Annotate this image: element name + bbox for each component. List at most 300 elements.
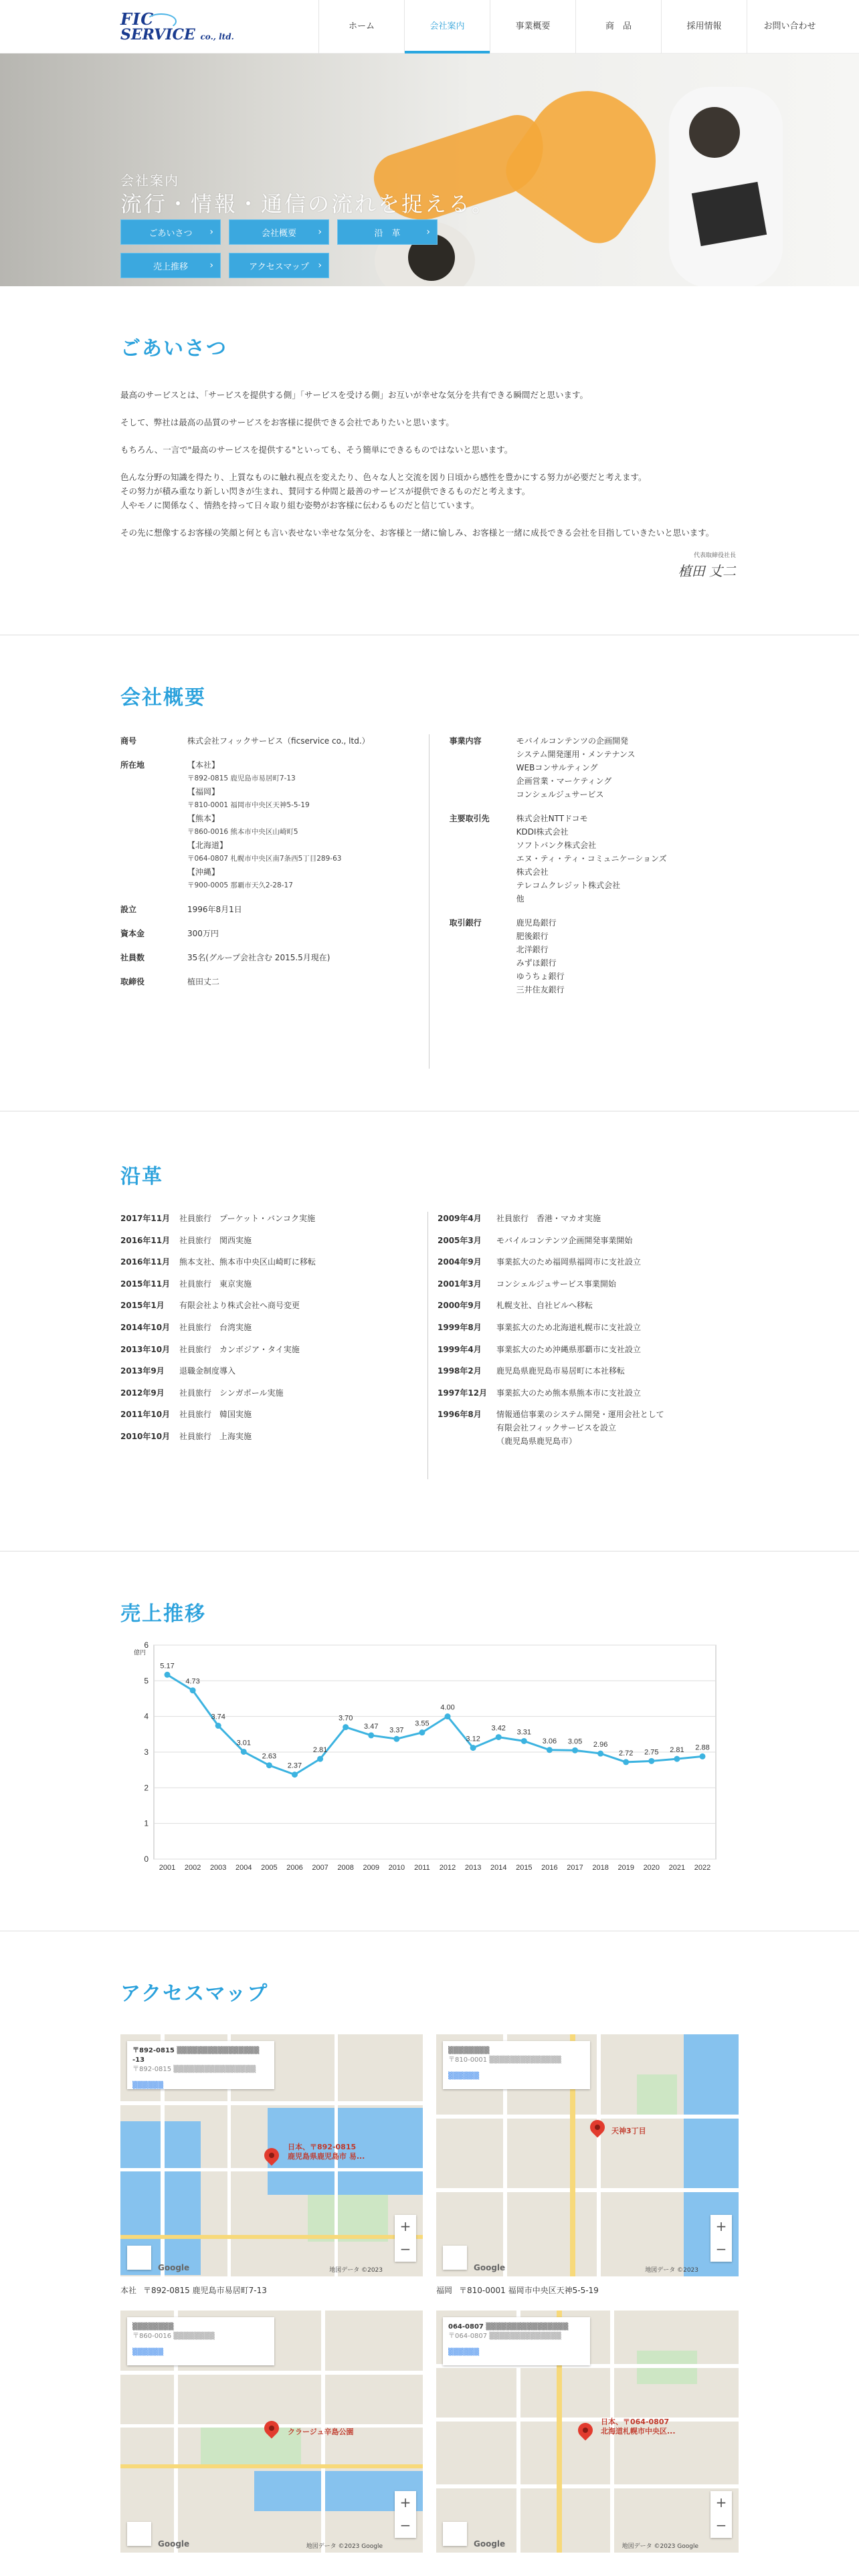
history-date: 2013年9月 bbox=[120, 1366, 165, 1376]
history-date: 2011年10月 bbox=[120, 1410, 171, 1420]
history-date: 1999年4月 bbox=[438, 1344, 482, 1354]
history-event: 事業拡大のため福岡県福岡市に支社設立 bbox=[496, 1257, 642, 1267]
site-header bbox=[0, 0, 859, 53]
x-tick-label: 2002 bbox=[184, 1864, 201, 1872]
greeting-paragraph: その先に想像するお客様の笑顔と何とも言い表せない幸せな気分を、お客様と一緒に愉しみ、お客様と一緒に成長できる会社を目指していきたいと思います。 bbox=[120, 528, 714, 538]
nav-item[interactable]: ホーム bbox=[318, 0, 404, 53]
y-tick-label: 6 bbox=[144, 1640, 149, 1650]
map-road bbox=[120, 2235, 423, 2239]
history-row bbox=[438, 1299, 736, 1312]
map-card bbox=[436, 2034, 739, 2296]
history-event: 有限会社より株式会社へ商号変更 bbox=[179, 1301, 300, 1311]
map-thumbnail-toggle[interactable] bbox=[127, 2522, 151, 2546]
profile-row bbox=[120, 975, 415, 988]
history-date: 2009年4月 bbox=[438, 1214, 482, 1223]
map-thumbnail-toggle[interactable] bbox=[443, 2246, 467, 2270]
hero-title: 流行・情報・通信の流れを捉える。 bbox=[120, 191, 496, 217]
y-tick-label: 1 bbox=[144, 1818, 149, 1828]
data-point bbox=[266, 1762, 272, 1768]
zoom-in-icon[interactable]: + bbox=[715, 2218, 727, 2234]
history-event: 事業拡大のため熊本県熊本市に支社設立 bbox=[496, 1388, 642, 1398]
data-label: 3.01 bbox=[236, 1739, 251, 1747]
history-date: 2016年11月 bbox=[120, 1257, 171, 1267]
data-point bbox=[368, 1732, 374, 1738]
map-road bbox=[120, 2371, 423, 2375]
larger-map-link[interactable]: ▒▒▒▒▒▒ bbox=[448, 2072, 480, 2080]
data-label: 3.70 bbox=[338, 1714, 353, 1723]
history-date: 2005年3月 bbox=[438, 1235, 482, 1245]
history-event: 社員旅行 シンガポール実施 bbox=[179, 1388, 284, 1398]
data-label: 2.88 bbox=[695, 1743, 710, 1752]
data-point bbox=[674, 1756, 680, 1762]
history-date: 2014年10月 bbox=[120, 1322, 171, 1332]
history-date: 1996年8月 bbox=[438, 1410, 482, 1420]
y-tick-label: 4 bbox=[144, 1711, 149, 1721]
history-date: 2001年3月 bbox=[438, 1279, 482, 1289]
data-point bbox=[700, 1753, 706, 1759]
map-place-card bbox=[127, 2317, 274, 2365]
profile-locations bbox=[187, 758, 341, 892]
history-event: 札幌支社、自社ビルへ移転 bbox=[496, 1301, 593, 1311]
profile-key: 商号 bbox=[120, 736, 137, 746]
zoom-out-icon[interactable]: − bbox=[399, 2517, 411, 2533]
greeting-body bbox=[120, 388, 739, 540]
history-date: 2010年10月 bbox=[120, 1431, 171, 1441]
history-event: 社員旅行 東京実施 bbox=[179, 1279, 252, 1289]
history-row bbox=[438, 1212, 736, 1225]
profile-row bbox=[120, 734, 415, 748]
x-tick-label: 2011 bbox=[414, 1864, 430, 1872]
history-date: 1997年12月 bbox=[438, 1388, 488, 1398]
nav-item[interactable]: 採用情報 bbox=[661, 0, 747, 53]
x-tick-label: 2010 bbox=[388, 1864, 405, 1872]
nav-item[interactable]: 会社案内 bbox=[404, 0, 490, 53]
map-copyright: 地図データ ©2023 Google bbox=[622, 2543, 698, 2550]
history-event: 情報通信事業のシステム開発・運用会社として 有限会社フィックサービスを設立 （鹿児島県鹿児島市） bbox=[496, 1410, 664, 1446]
nav-item[interactable]: 事業概要 bbox=[490, 0, 575, 53]
location-address: 〒892-0815 鹿児島市易居町7-13 bbox=[187, 774, 296, 782]
map-thumbnail-toggle[interactable] bbox=[443, 2522, 467, 2546]
greeting-paragraph: 色んな分野の知識を得たり、上質なものに触れ視点を変えたり、色々な人と交流を図り日頃から感性を豊かにする努力が必要だと考えます。 その努力が積み重なり新しい閃きが生まれ、賛同する仲間と最善のサービスが提供できるものだと考えます。 人やモノに関係なく、情熱を持って日々取り組む姿勢がお客様に伝わるものだと信じています。 bbox=[120, 472, 647, 510]
map-card bbox=[436, 2311, 739, 2553]
history-date: 2012年9月 bbox=[120, 1388, 165, 1398]
map-road bbox=[120, 2464, 423, 2468]
data-label: 2.37 bbox=[287, 1761, 302, 1770]
chevron-right-icon: › bbox=[318, 227, 322, 237]
hero-photo-folder bbox=[692, 182, 767, 246]
profile-row bbox=[120, 927, 415, 940]
history-event: 熊本支社、熊本市中央区山崎町に移転 bbox=[179, 1257, 316, 1267]
profile-row bbox=[450, 734, 739, 801]
data-label: 3.47 bbox=[364, 1722, 379, 1731]
map-zoom-control bbox=[710, 2491, 732, 2538]
x-tick-label: 2005 bbox=[261, 1864, 278, 1872]
google-logo: Google bbox=[158, 2263, 190, 2272]
data-point bbox=[165, 1672, 171, 1678]
data-point bbox=[445, 1713, 451, 1719]
hero-anchor-button[interactable] bbox=[337, 219, 438, 245]
history-row bbox=[120, 1277, 414, 1291]
history-row bbox=[438, 1321, 736, 1334]
history-row bbox=[438, 1234, 736, 1247]
x-tick-label: 2007 bbox=[312, 1864, 328, 1872]
history-row bbox=[120, 1234, 414, 1247]
map-road bbox=[436, 2484, 739, 2488]
history-left-column bbox=[120, 1212, 428, 1479]
history-date: 2000年9月 bbox=[438, 1301, 482, 1311]
logo-line1: FIC bbox=[120, 9, 155, 29]
data-label: 4.00 bbox=[440, 1703, 455, 1712]
zoom-in-icon[interactable]: + bbox=[399, 2494, 411, 2510]
map-caption bbox=[436, 2284, 739, 2296]
profile-key: 所在地 bbox=[120, 760, 145, 770]
zoom-out-icon[interactable]: − bbox=[715, 2517, 727, 2533]
map-road bbox=[120, 2101, 423, 2105]
signature-name: 植田 丈二 bbox=[678, 563, 736, 579]
map-caption bbox=[120, 2284, 423, 2296]
google-logo: Google bbox=[158, 2539, 190, 2549]
history-date: 2015年11月 bbox=[120, 1279, 171, 1289]
data-point bbox=[393, 1736, 399, 1742]
history-date: 1999年8月 bbox=[438, 1322, 482, 1332]
data-label: 3.06 bbox=[542, 1737, 557, 1745]
data-label: 3.05 bbox=[567, 1737, 583, 1746]
x-tick-label: 2015 bbox=[516, 1864, 533, 1872]
data-label: 2.81 bbox=[312, 1746, 328, 1755]
office-name: 福岡 bbox=[436, 2286, 453, 2295]
chevron-right-icon: › bbox=[209, 227, 213, 237]
section-title: ごあいさつ bbox=[120, 337, 227, 360]
profile-value: 35名(グループ会社含む 2015.5月現在) bbox=[187, 953, 330, 962]
history-row bbox=[120, 1364, 414, 1378]
profile-value: 300万円 bbox=[187, 929, 219, 938]
x-tick-label: 2018 bbox=[592, 1864, 609, 1872]
hero-anchor-button[interactable] bbox=[229, 253, 329, 278]
chevron-right-icon: › bbox=[426, 227, 430, 237]
profile-key: 取引銀行 bbox=[449, 918, 482, 928]
google-logo: Google bbox=[474, 2263, 506, 2272]
x-tick-label: 2013 bbox=[464, 1864, 482, 1872]
button-label: 売上推移 bbox=[153, 261, 188, 272]
x-tick-label: 2017 bbox=[567, 1864, 583, 1872]
place-title: ▒▒▒▒▒▒▒▒ bbox=[448, 2047, 490, 2054]
map-copyright: 地図データ ©2023 bbox=[645, 2267, 698, 2274]
data-point bbox=[292, 1772, 298, 1778]
map-zoom-control bbox=[395, 2215, 416, 2262]
x-tick-label: 2022 bbox=[694, 1864, 711, 1872]
place-address: 〒064-0807 ▒▒▒▒▒▒▒▒▒▒▒▒▒▒ bbox=[448, 2333, 561, 2340]
history-row bbox=[438, 1364, 736, 1378]
x-tick-label: 2009 bbox=[363, 1864, 380, 1872]
larger-map-link[interactable]: ▒▒▒▒▒▒ bbox=[448, 2349, 480, 2356]
history-event: モバイルコンテンツ企画開発事業開始 bbox=[496, 1235, 633, 1245]
history-row bbox=[438, 1386, 736, 1400]
x-tick-label: 2012 bbox=[439, 1864, 456, 1872]
x-tick-label: 2021 bbox=[668, 1864, 686, 1872]
map-copyright: 地図データ ©2023 bbox=[329, 2267, 383, 2274]
data-point bbox=[648, 1758, 654, 1764]
y-axis-unit: 億円 bbox=[134, 1649, 147, 1656]
map-pin-label: クラージュ辛島公園 bbox=[288, 2428, 354, 2436]
x-tick-label: 2019 bbox=[617, 1864, 634, 1872]
history-event: 退職金制度導入 bbox=[179, 1366, 236, 1376]
map-copyright: 地図データ ©2023 Google bbox=[306, 2543, 383, 2550]
map-pin-label: 日本、〒064-0807 北海道札幌市中央区... bbox=[601, 2418, 676, 2436]
greeting-section bbox=[0, 286, 859, 635]
history-row bbox=[120, 1343, 414, 1356]
history-date: 1998年2月 bbox=[438, 1366, 482, 1376]
profile-row bbox=[120, 951, 415, 964]
data-label: 3.37 bbox=[389, 1726, 404, 1735]
section-title: 会社概要 bbox=[120, 686, 206, 710]
location-address: 〒860-0016 熊本市中央区山崎町5 bbox=[187, 828, 298, 836]
sales-section bbox=[0, 1551, 859, 1931]
map-place-card bbox=[127, 2041, 274, 2089]
data-point bbox=[470, 1745, 476, 1751]
data-point bbox=[623, 1759, 629, 1765]
series-line bbox=[167, 1675, 702, 1774]
hero-banner bbox=[0, 53, 859, 286]
history-row bbox=[120, 1386, 414, 1400]
history-row bbox=[120, 1430, 414, 1443]
data-point bbox=[241, 1749, 247, 1755]
hero-subtitle: 会社案内 bbox=[120, 173, 179, 189]
history-date: 2017年11月 bbox=[120, 1214, 171, 1223]
data-label: 2.75 bbox=[644, 1748, 659, 1757]
location-address: 〒900-0005 那覇市天久2-28-17 bbox=[187, 881, 293, 889]
office-name: 本社 bbox=[120, 2286, 137, 2295]
location-label: 【北海道】 bbox=[187, 841, 228, 850]
embedded-map[interactable] bbox=[436, 2311, 739, 2553]
zoom-in-icon[interactable]: + bbox=[399, 2218, 411, 2234]
data-point bbox=[496, 1734, 502, 1740]
map-pin-icon[interactable] bbox=[575, 2420, 595, 2440]
company-logo[interactable] bbox=[120, 11, 234, 42]
history-row bbox=[438, 1255, 736, 1269]
data-point bbox=[317, 1756, 323, 1762]
profile-key: 設立 bbox=[120, 905, 137, 914]
button-label: ごあいさつ bbox=[149, 228, 193, 239]
company-profile-section bbox=[0, 635, 859, 1111]
hero-anchor-button[interactable] bbox=[120, 253, 221, 278]
greeting-paragraph: もちろん、一言で"最高のサービスを提供する"といっても、そう簡単にできるものではないと思います。 bbox=[120, 445, 513, 455]
map-pin-label: 天神3丁目 bbox=[611, 2127, 646, 2135]
map-grid bbox=[120, 2034, 739, 2567]
place-title: ▒▒▒▒▒▒▒▒ bbox=[132, 2323, 174, 2331]
history-row bbox=[438, 1277, 736, 1291]
data-point bbox=[419, 1729, 425, 1735]
data-label: 2.96 bbox=[593, 1741, 608, 1749]
map-road bbox=[436, 2418, 739, 2422]
history-event: コンシェルジュサービス事業開始 bbox=[496, 1279, 616, 1289]
embedded-map[interactable] bbox=[120, 2311, 423, 2553]
place-address: 〒810-0001 ▒▒▒▒▒▒▒▒▒▒▒▒▒▒ bbox=[448, 2056, 561, 2064]
sales-line-chart bbox=[120, 1632, 739, 1886]
x-tick-label: 2020 bbox=[643, 1864, 660, 1872]
map-road bbox=[120, 2168, 423, 2171]
x-tick-label: 2003 bbox=[209, 1864, 227, 1872]
y-tick-label: 0 bbox=[144, 1854, 149, 1864]
history-event: 事業拡大のため沖縄県那覇市に支社設立 bbox=[496, 1344, 642, 1354]
history-event: 社員旅行 台湾実施 bbox=[179, 1322, 252, 1332]
map-pin-icon[interactable] bbox=[587, 2117, 607, 2137]
signature-title: 代表取締役社長 bbox=[693, 552, 736, 559]
profile-key: 取締役 bbox=[120, 977, 145, 986]
data-label: 3.12 bbox=[466, 1735, 480, 1743]
zoom-out-icon[interactable]: − bbox=[399, 2241, 411, 2257]
hero-photo-person-head bbox=[689, 107, 740, 158]
button-label: 沿 革 bbox=[374, 228, 401, 239]
y-tick-label: 2 bbox=[144, 1783, 149, 1793]
logo-swoosh-icon bbox=[146, 13, 177, 29]
data-label: 2.63 bbox=[262, 1752, 277, 1761]
data-label: 2.81 bbox=[670, 1746, 684, 1755]
x-tick-label: 2016 bbox=[541, 1864, 558, 1872]
profile-key: 主要取引先 bbox=[449, 814, 490, 823]
history-row bbox=[120, 1408, 414, 1421]
map-place-card bbox=[443, 2317, 590, 2365]
zoom-out-icon[interactable]: − bbox=[715, 2241, 727, 2257]
map-place-card bbox=[443, 2041, 590, 2089]
larger-map-link[interactable]: ▒▒▒▒▒▒ bbox=[132, 2082, 164, 2089]
data-label: 3.55 bbox=[415, 1719, 430, 1728]
data-label: 3.74 bbox=[211, 1713, 225, 1721]
office-address: 〒892-0815 鹿児島市易居町7-13 bbox=[143, 2286, 267, 2295]
map-road bbox=[436, 2115, 739, 2119]
data-point bbox=[190, 1687, 196, 1693]
profile-row bbox=[120, 758, 415, 892]
section-title: 売上推移 bbox=[120, 1602, 206, 1626]
data-point bbox=[215, 1723, 221, 1729]
profile-right-column bbox=[430, 734, 739, 1069]
data-label: 4.73 bbox=[185, 1677, 200, 1686]
profile-key: 社員数 bbox=[120, 953, 145, 962]
access-map-section bbox=[0, 1931, 859, 2576]
x-tick-label: 2008 bbox=[337, 1864, 354, 1872]
greeting-paragraph: 最高のサービスとは、「サービスを提供する側」「サービスを受ける側」お互いが幸せな気分を共有できる瞬間だと思います。 bbox=[120, 390, 589, 400]
location-address: 〒064-0807 札幌市中央区南7条西5丁目289-63 bbox=[187, 855, 342, 863]
history-row bbox=[438, 1408, 736, 1448]
hero-photo-chair bbox=[496, 68, 682, 254]
profile-value: 1996年8月1日 bbox=[187, 905, 242, 914]
place-address: 〒892-0815 ▒▒▒▒▒▒▒▒▒▒▒▒▒▒▒▒ bbox=[132, 2066, 256, 2073]
location-label: 【沖縄】 bbox=[187, 867, 220, 877]
data-point bbox=[343, 1724, 349, 1730]
history-row bbox=[120, 1321, 414, 1334]
section-title: アクセスマップ bbox=[120, 1982, 269, 2006]
embedded-map[interactable] bbox=[120, 2034, 423, 2276]
history-row bbox=[120, 1299, 414, 1312]
history-section bbox=[0, 1111, 859, 1551]
place-address: 〒860-0016 ▒▒▒▒▒▒▒▒ bbox=[132, 2333, 215, 2340]
map-pin-label: 日本、〒892-0815 鹿児島県鹿児島市 易... bbox=[288, 2143, 365, 2161]
data-point bbox=[521, 1738, 527, 1744]
place-title: 〒892-0815 ▒▒▒▒▒▒▒▒▒▒▒▒▒▒▒▒ -13 bbox=[132, 2047, 260, 2064]
map-road bbox=[436, 2188, 739, 2192]
map-thumbnail-toggle[interactable] bbox=[127, 2246, 151, 2270]
data-point bbox=[597, 1751, 603, 1757]
profile-value: 株式会社NTTドコモ KDDI株式会社 ソフトバンク株式会社 エヌ・ティ・ティ・コミュニケーションズ 株式会社 テレコムクレジット株式会社 他 bbox=[516, 814, 667, 903]
data-label: 3.42 bbox=[491, 1724, 506, 1733]
profile-value: モバイルコンテンツの企画開発 システム開発運用・メンテナンス WEBコンサルティング 企画営業・マーケティング コンシェルジュサービス bbox=[516, 736, 636, 799]
map-zoom-control bbox=[710, 2215, 732, 2262]
location-label: 【本社】 bbox=[187, 760, 220, 770]
data-label: 3.31 bbox=[516, 1728, 532, 1737]
hero-anchor-button[interactable] bbox=[120, 219, 221, 245]
logo-line2: SERVICE co., ltd. bbox=[120, 25, 234, 43]
location-label: 【熊本】 bbox=[187, 814, 220, 823]
place-title: 064-0807 ▒▒▒▒▒▒▒▒▒▒▒▒▒▒▒▒ bbox=[448, 2323, 569, 2331]
x-tick-label: 2006 bbox=[286, 1864, 303, 1872]
history-event: 事業拡大のため北海道札幌市に支社設立 bbox=[496, 1322, 642, 1332]
map-park bbox=[201, 2424, 301, 2464]
data-label: 2.72 bbox=[619, 1749, 634, 1757]
history-date: 2015年1月 bbox=[120, 1301, 165, 1311]
data-label: 5.17 bbox=[160, 1662, 175, 1671]
history-date: 2016年11月 bbox=[120, 1235, 171, 1245]
button-label: 会社概要 bbox=[261, 228, 296, 239]
profile-value: 鹿児島銀行 肥後銀行 北洋銀行 みずほ銀行 ゆうちょ銀行 三井住友銀行 bbox=[516, 918, 565, 994]
history-event: 社員旅行 プーケット・バンコク実施 bbox=[179, 1214, 316, 1223]
history-date: 2004年9月 bbox=[438, 1257, 482, 1267]
x-tick-label: 2001 bbox=[159, 1864, 176, 1872]
larger-map-link[interactable]: ▒▒▒▒▒▒ bbox=[132, 2349, 164, 2356]
nav-item[interactable]: お問い合わせ bbox=[747, 0, 832, 53]
profile-value: 植田丈二 bbox=[187, 977, 220, 986]
hero-anchor-buttons bbox=[120, 219, 442, 278]
zoom-in-icon[interactable]: + bbox=[715, 2494, 727, 2510]
history-event: 社員旅行 カンボジア・タイ実施 bbox=[179, 1344, 300, 1354]
history-row bbox=[120, 1212, 414, 1225]
x-tick-label: 2004 bbox=[235, 1864, 252, 1872]
history-row bbox=[120, 1255, 414, 1269]
map-zoom-control bbox=[395, 2491, 416, 2538]
map-park bbox=[637, 2074, 677, 2115]
location-label: 【福岡】 bbox=[187, 787, 220, 796]
office-address: 〒810-0001 福岡市中央区天神5-5-19 bbox=[459, 2286, 599, 2295]
x-tick-label: 2014 bbox=[490, 1864, 507, 1872]
google-logo: Google bbox=[474, 2539, 506, 2549]
main-nav bbox=[318, 0, 832, 53]
nav-item[interactable]: 商 品 bbox=[575, 0, 661, 53]
location-address: 〒810-0001 福岡市中央区天神5-5-19 bbox=[187, 801, 310, 809]
data-point bbox=[572, 1747, 578, 1753]
history-right-column bbox=[428, 1212, 736, 1479]
profile-key: 資本金 bbox=[120, 929, 145, 938]
history-date: 2013年10月 bbox=[120, 1344, 171, 1354]
profile-row bbox=[450, 812, 739, 905]
embedded-map[interactable] bbox=[436, 2034, 739, 2276]
history-event: 社員旅行 香港・マカオ実施 bbox=[496, 1214, 601, 1223]
profile-key: 事業内容 bbox=[449, 736, 482, 746]
hero-anchor-button[interactable] bbox=[229, 219, 329, 245]
map-card bbox=[120, 2034, 423, 2296]
profile-value: 株式会社フィックサービス（ficservice co., ltd.） bbox=[187, 736, 370, 746]
history-event: 社員旅行 韓国実施 bbox=[179, 1410, 252, 1420]
section-title: 沿革 bbox=[120, 1165, 163, 1188]
data-point bbox=[547, 1747, 553, 1753]
button-label: アクセスマップ bbox=[249, 261, 309, 272]
y-tick-label: 5 bbox=[144, 1676, 149, 1686]
map-card bbox=[120, 2311, 423, 2553]
chevron-right-icon: › bbox=[318, 260, 322, 271]
y-tick-label: 3 bbox=[144, 1747, 149, 1757]
chevron-right-icon: › bbox=[209, 260, 213, 271]
profile-left-column bbox=[120, 734, 430, 1069]
history-row bbox=[438, 1343, 736, 1356]
profile-row bbox=[450, 916, 739, 996]
map-road bbox=[597, 2034, 601, 2276]
